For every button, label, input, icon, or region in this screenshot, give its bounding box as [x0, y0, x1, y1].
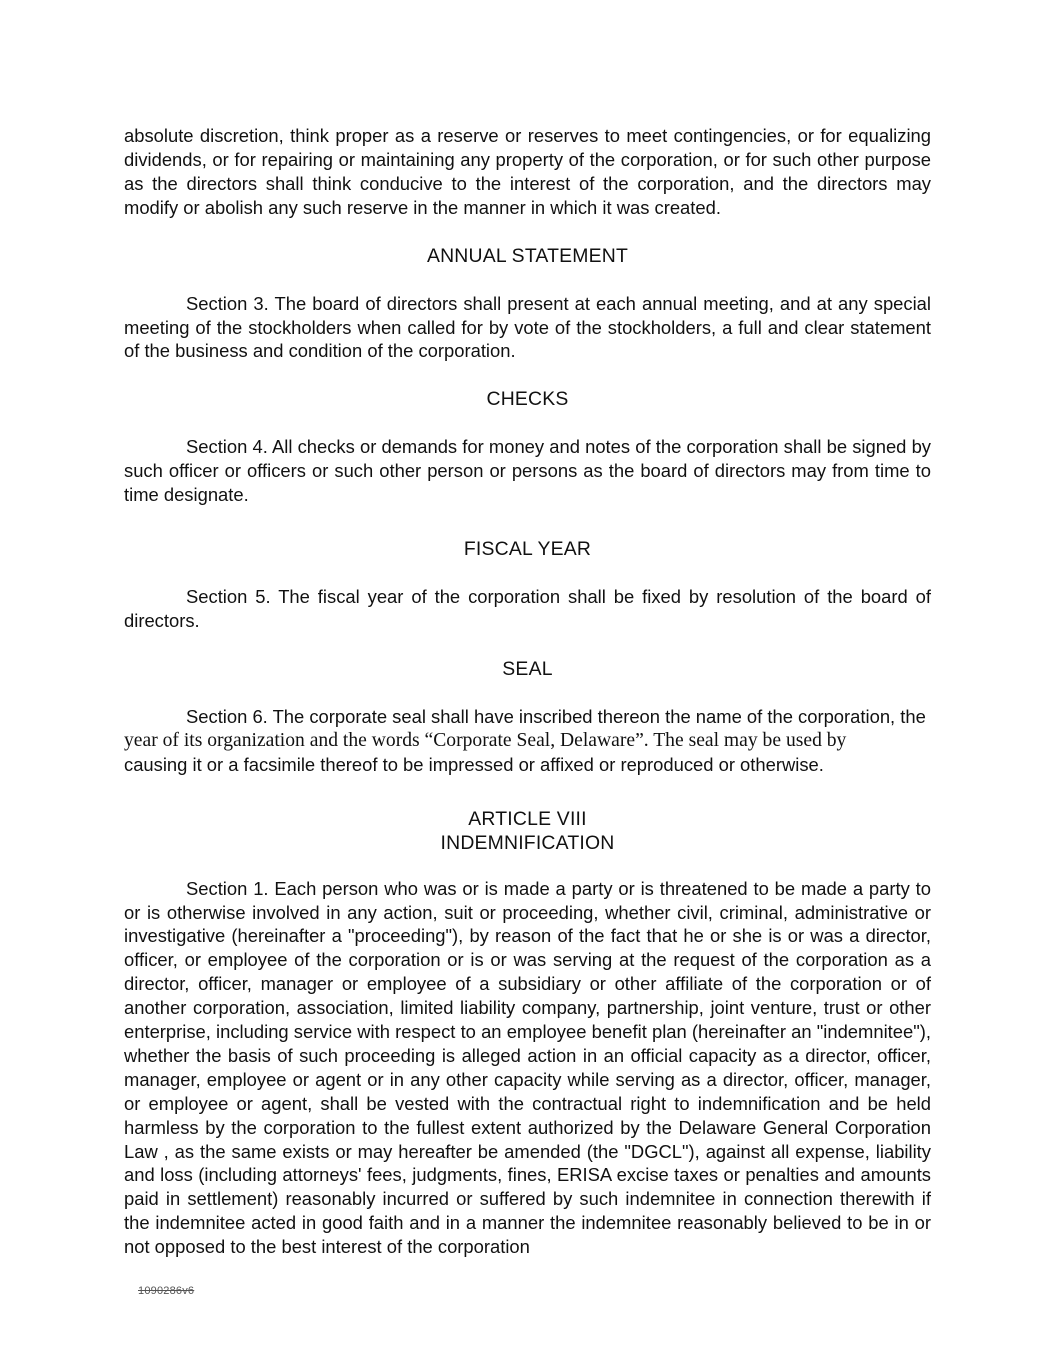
heading-checks: CHECKS — [486, 388, 569, 411]
section-4-paragraph: Section 4. All checks or demands for money and notes of the corporation shall be signed by such officer or officers or such other person or persons as the board of directors may from time to time designate. — [124, 436, 931, 506]
section-3-paragraph: Section 3. The board of directors shall present at each annual meeting, and at any special meeting of the stockholders when called for by vote of the stockholders, a full and clear statement of the business and condition of the corporation. — [124, 292, 931, 362]
section-6-line-2: year of its organization and the words “Corporate Seal, Delaware”. The seal may be used by — [124, 729, 847, 751]
heading-seal: SEAL — [502, 657, 553, 680]
section-6-line-3: causing it or a facsimile thereof to be impressed or affixed or reproduced or otherwise. — [124, 753, 824, 775]
opening-paragraph: absolute discretion, think proper as a reserve or reserves to meet contingencies, or for equalizing dividends, or for repairing or maintaining any property of the corporation, or for such other purpose as the directors shall think conducive to the interest of the corporation, and the directors may modify or abolish any such reserve in the manner in which it was created. — [124, 125, 931, 218]
article-8-section-1-paragraph: Section 1. Each person who was or is made a party or is threatened to be made a party to or is otherwise involved in any action, suit or proceeding, whether civil, criminal, administrative or investigative (hereinafter a "proceeding"), by reason of the fact that he or she is or was a director, officer, or employee of the corporation or is or was serving at the request of the corporation as a director, officer, manager or employee of a subsidiary or other affiliate of the corporation or of another corporation, association, limited liability company, partnership, joint venture, trust or other enterprise, including service with respect to an employee benefit plan (hereinafter an "indemnitee"), whether the basis of such proceeding is alleged action in an official capacity as a director, officer, manager, employee or agent or in any other capacity while serving as a director, officer, manager, or employee or agent, shall be vested with the contractual right to indemnification and be held harmless by the corporation to the fullest extent authorized by the Delaware General Corporation Law , as the same exists or may hereafter be amended (the "DGCL"), against all expense, liability and loss (including attorneys' fees, judgments, fines, ERISA excise taxes or penalties and amounts paid in settlement) reasonably incurred or suffered by such indemnitee in connection therewith if the indemnitee acted in good faith and in a manner the indemnitee reasonably believed to be in or not opposed to the best interest of the corporation — [124, 877, 931, 1258]
heading-fiscal-year: FISCAL YEAR — [463, 538, 592, 561]
section-5-paragraph: Section 5. The fiscal year of the corporation shall be fixed by resolution of the board of directors. — [124, 586, 931, 631]
article-title: INDEMNIFICATION — [440, 831, 615, 854]
heading-annual-statement: ANNUAL STATEMENT — [426, 244, 629, 267]
article-number: ARTICLE VIII — [468, 807, 587, 830]
document-id-footer: 1090286v6 — [138, 1285, 195, 1297]
document-body — [124, 124, 931, 1259]
section-6-paragraph — [124, 705, 931, 777]
section-6-line-1: Section 6. The corporate seal shall have inscribed thereon the name of the corporation, the — [186, 705, 926, 727]
